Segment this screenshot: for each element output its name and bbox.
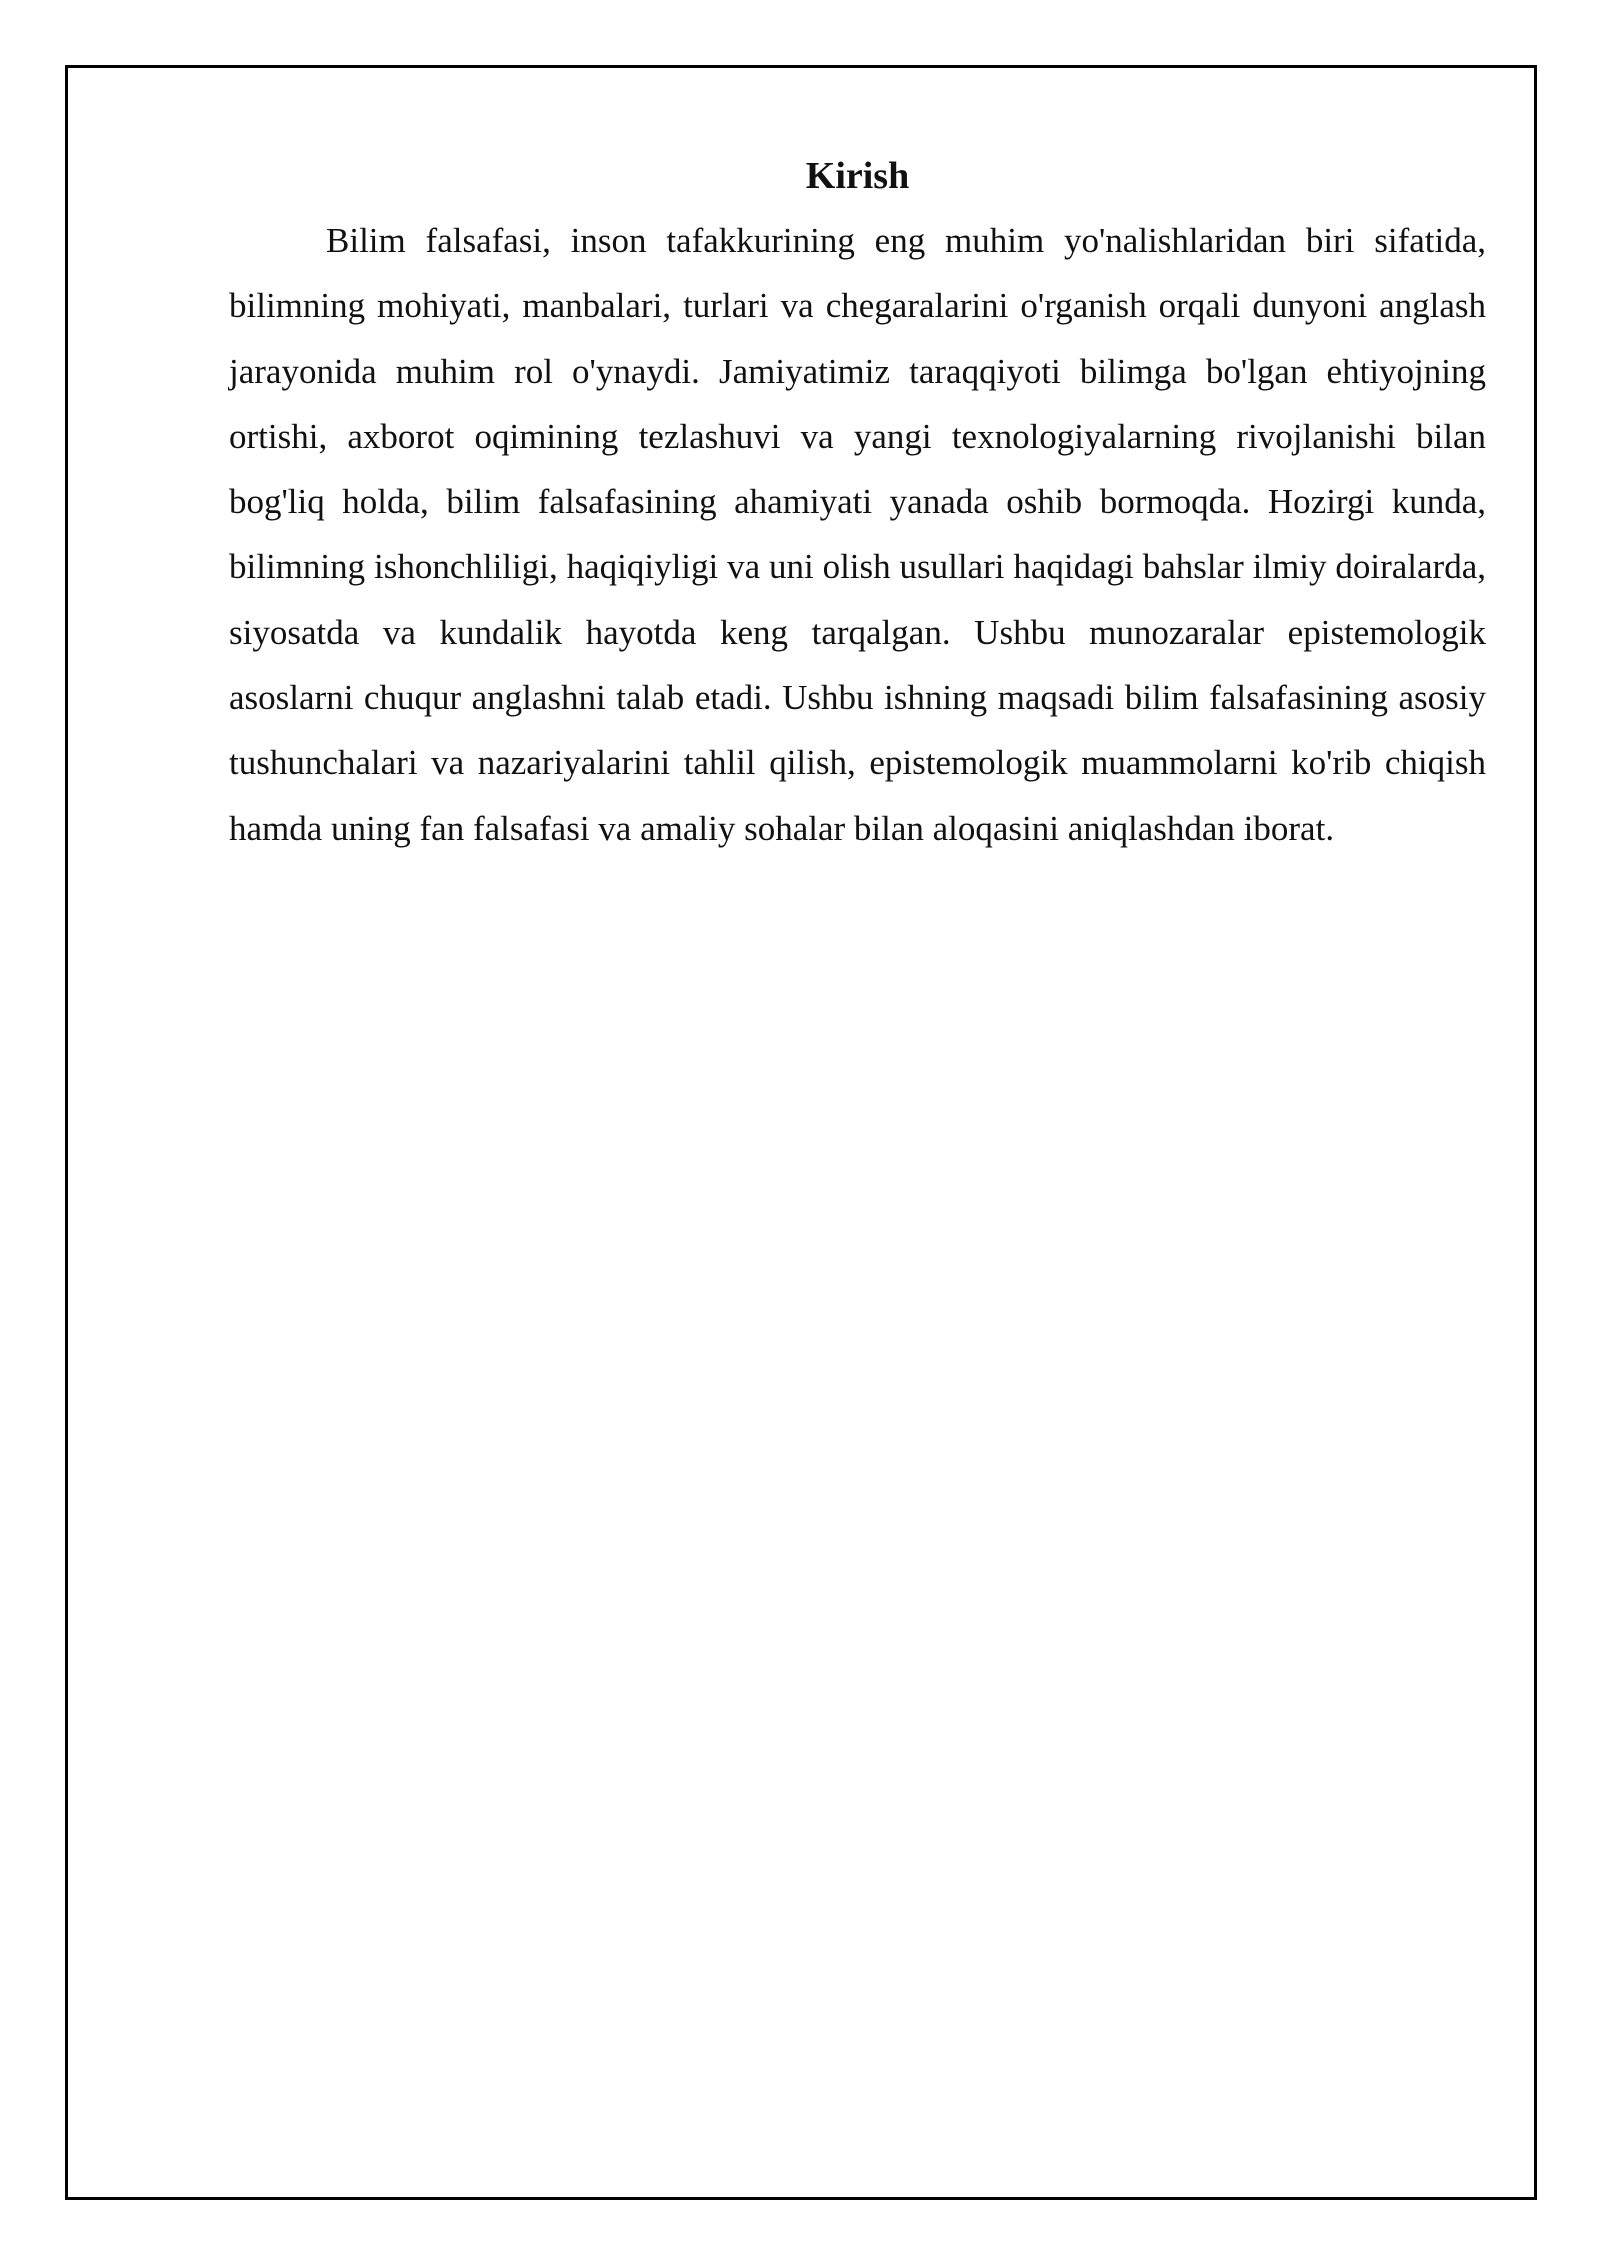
page-title: Kirish xyxy=(805,155,910,197)
intro-paragraph: Bilim falsafasi, inson tafakkurining eng muhim yo'nalishlaridan biri sifatida, bilimning mohiyati, manbalari, turlari va chegaralarini o'rganish orqali dunyoni anglash jarayonida muhim rol o'ynaydi. Jamiyatimiz taraqqiyoti bilimga bo'lgan ehtiyojning ortishi, axborot oqimining tezlashuvi va yangi texnologiyalarning rivojlanishi bilan bog'liq holda, bilim falsafasining ahamiyati yanada oshib bormoqda. Hozirgi kunda, bilimning ishonchliligi, haqiqiyligi va uni olish usullari haqidagi bahslar ilmiy doiralarda, siyosatda va kundalik hayotda keng tarqalgan. Ushbu munozaralar epistemologik asoslarni chuqur anglashni talab etadi. Ushbu ishning maqsadi bilim falsafasining asosiy tushunchalari va nazariyalarini tahlil qilish, epistemologik muammolarni ko'rib chiqish hamda uning fan falsafasi va amaliy sohalar bilan aloqasini aniqlashdan iborat. xyxy=(229,221,1486,848)
document-body xyxy=(229,144,1486,861)
